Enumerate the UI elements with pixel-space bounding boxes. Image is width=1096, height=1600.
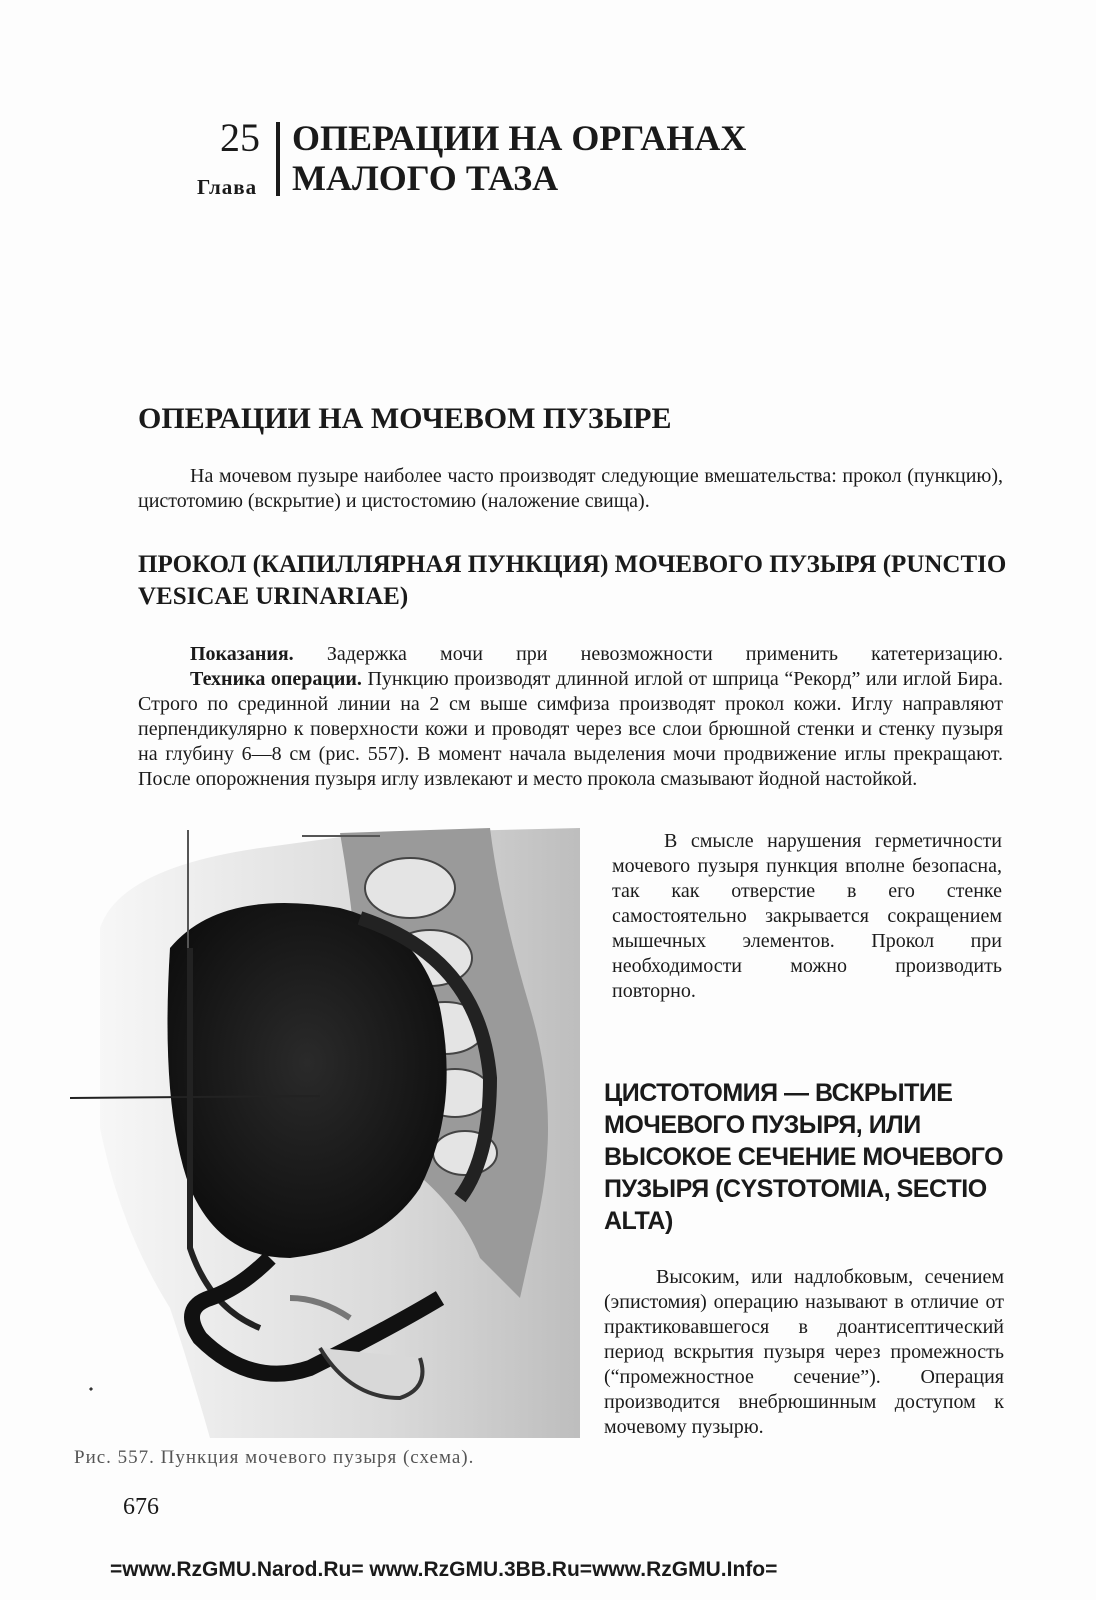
- figure-caption: Рис. 557. Пункция мочевого пузыря (схема).: [74, 1447, 475, 1468]
- indications-text: Задержка мочи при невозможности применить катетеризацию.: [293, 643, 1003, 665]
- indications-label: Показания.: [190, 643, 294, 665]
- page-number: 676: [123, 1494, 159, 1520]
- subsection-title-cystotomy: ЦИСТОТОМИЯ — ВСКРЫТИЕ МОЧЕВОГО ПУЗЫРЯ, ИЛИ ВЫСОКОЕ СЕЧЕНИЕ МОЧЕВОГО ПУЗЫРЯ (CYSTOTOMIA, SECTIO ALTA): [604, 1079, 1004, 1235]
- section-title: ОПЕРАЦИИ НА МОЧЕВОМ ПУЗЫРЕ: [138, 402, 672, 435]
- technique-label: Техника операции.: [190, 668, 362, 690]
- subsection-title-puncture: ПРОКОЛ (КАПИЛЛЯРНАЯ ПУНКЦИЯ) МОЧЕВОГО ПУЗЫРЯ (PUNCTIO VESICAE URINARIAE): [138, 551, 1007, 610]
- chapter-number: 25: [220, 115, 260, 160]
- technique-text: Пункцию производят длинной иглой от шприца “Рекорд” или иглой Бира. Строго по срединной линии на 2 см выше симфиза производят прокол кожи. Иглу направляют перпендикулярно к поверхности кожи и проводят через все слои брюшной стенки и стенку пузыря на глубину 6—8 см (рис. 557). В момент начала выделения мочи продвижение иглы прекращают. После опорожнения пузыря иглу извлекают и место прокола смазывают йодной настойкой.: [138, 668, 1003, 790]
- puncture-body: [138, 642, 1003, 792]
- figure-bladder-puncture: [60, 828, 580, 1438]
- safety-paragraph: [612, 829, 1002, 1004]
- footer-watermark: =www.RzGMU.Narod.Ru= www.RzGMU.3BB.Ru=www.RzGMU.Info=: [110, 1558, 778, 1581]
- indications-paragraph: [138, 642, 1003, 667]
- chapter-divider: [276, 122, 280, 196]
- chapter-label: Глава: [197, 175, 258, 199]
- technique-paragraph: [138, 667, 1003, 792]
- section-intro: На мочевом пузыре наиболее часто производят следующие вмешательства: прокол (пункцию), цистотомию (вскрытие) и цистостомию (наложение свища).: [138, 465, 1003, 512]
- bladder-puncture-illustration: [60, 828, 580, 1438]
- cystotomy-paragraph: Высоким, или надлобковым, сечением (эпистомия) операцию называют в отличие от практиковавшегося в доантисептический период вскрытия пузыря через промежность (“промежностное сечение”). Операция производится внебрюшинным доступом к мочевому пузырю.: [604, 1266, 1004, 1438]
- chapter-title: ОПЕРАЦИИ НА ОРГАНАХ МАЛОГО ТАЗА: [292, 118, 747, 198]
- safety-text: В смысле нарушения герметичности мочевого пузыря пункция вполне безопасна, так как отверстие в его стенке самостоятельно закрывается сокращением мышечных элементов. Прокол при необходимости можно производить повторно.: [612, 830, 1002, 1002]
